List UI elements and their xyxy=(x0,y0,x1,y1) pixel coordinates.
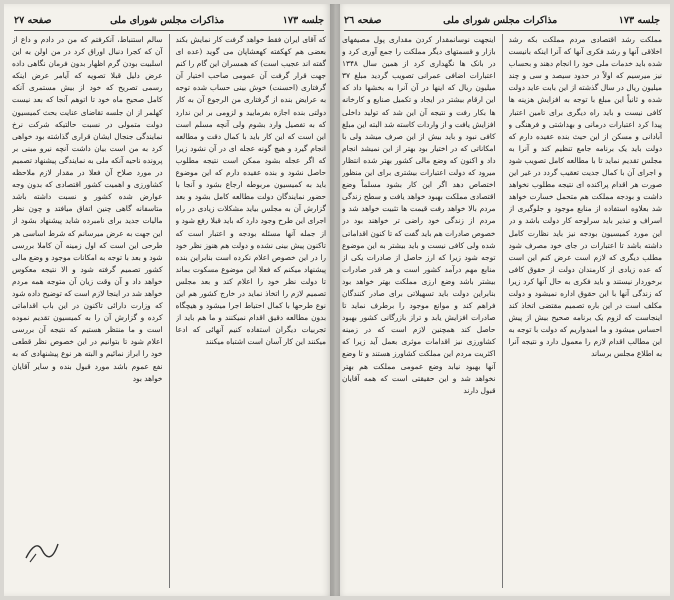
left-page-title: مذاکرات مجلس شورای ملی xyxy=(110,14,225,26)
left-page-header xyxy=(14,12,324,31)
right-page-column-left xyxy=(342,34,496,588)
left-page-column-right xyxy=(176,34,327,588)
right-page-number: صفحه ۲٦ xyxy=(344,14,382,26)
right-page-column-right xyxy=(509,34,663,588)
column-divider xyxy=(169,34,170,588)
right-column-text-1: اینجهت نوسانمقدار کردن مقداری پول مصیفهای بازار و قسمتهای دیگر مملکت را جمع آوری کرد و در بانک ها نگهداری کرد از همین سال ۱۳۴۸ اعتبارات اضافی عمرانی تصویب گردید مبلغ ۳۷ میلیون ریال که اینها در آن آنرا به بخشها داد که این ارقام بیشتر در ایجاد و تکمیل صنایع و کارخانه ها بکار رفت و نتیجه آن این شد که تولید داخلی افزایش یافت و از واردات کاسته شد البته این مبلغ کافی نبود و باید بیش از این صرف میشد ولی با امکاناتی که در اختیار بود بهتر از این نمیشد انجام داد و اکنون که وضع مالی کشور بهتر شده انتظار میرود که دولت اعتبارات بیشتری برای این منظور اختصاص دهد اگر این کار بشود مسلماً وضع اقتصادی مملکت بهبود خواهد یافت و سطح زندگی مردم بالا خواهد رفت قیمت ها تثبیت خواهد شد و مردم از زندگی خود راضی تر خواهند بود در خصوص صادرات هم باید گفت که تا کنون اقداماتی شده ولی کافی نیست و باید بیشتر به این موضوع توجه شود زیرا که ارز حاصل از صادرات یکی از منابع مهم درآمد کشور است و هر قدر صادرات بیشتر باشد وضع ارزی مملکت بهتر خواهد بود بنابراین دولت باید تسهیلاتی برای صادر کنندگان فراهم کند و موانع موجود را برطرف نماید تا صادرات افزایش یابد و تراز بازرگانی کشور بهبود حاصل کند همچنین لازم است که در زمینه کشاورزی نیز اقدامات موثری بعمل آید زیرا که اکثریت مردم این مملکت کشاورز هستند و تا وضع آنها بهبود نیابد وضع عمومی مملکت هم بهتر نخواهد شد و این حقیقتی است که همه آقایان قبول دارند xyxy=(342,35,496,395)
right-column-text-0: مملکت رشد اقتصادی مردم مملکت بکه رشد اخلاقی آنها و رشد فکری آنها که آنرا اینکه بانیست شده باید خدمات ملی خود را انجام دهند و بحساب نیز میرسیم که اولاً در حدود سیصد و سی و چند میلیون ریال در سال گذشته از این بابت عاید دولت شده و ثانیاً این مبلغ با توجه به افزایش هزینه ها کافی نیست و باید راه دیگری برای تامین اعتبار پیدا کرد اعتبارات درمانی و بهداشتی و فرهنگی و آبادانی و مسکن از این حیث بنده عقیده دارم که دولت باید یک برنامه جامع تنظیم کند و آنرا به مجلس تقدیم نماید تا با مطالعه کامل تصویب شود و اجرای آن با کمال جدیت تعقیب گردد در غیر این صورت هر اقدام پراکنده ای نتیجه مطلوب نخواهد داشت و بودجه مملکت هم متحمل خسارت خواهد شد بعلاوه استفاده از منابع موجود و جلوگیری از اسراف و تبذیر باید سرلوحه کار دولت باشد و در این مورد کمیسیون بودجه نیز باید نظارت کامل داشته باشد تا اعتبارات در جای خود مصرف شود مطلب دیگری که لازم است عرض کنم این است که عده زیادی از کارمندان دولت از حقوق کافی برخوردار نیستند و باید فکری به حال آنها کرد زیرا که زندگی آنها با این حقوق اداره نمیشود و دولت مکلف است در این باره تصمیم مقتضی اتخاذ کند اینجاست که لزوم یک برنامه صحیح بیش از پیش احساس میشود و ما امیدواریم که دولت با توجه به این مطالب اقدام لازم را معمول دارد و نتیجه آنرا به اطلاع مجلس برساند xyxy=(508,35,662,359)
left-column-text-1: که آقای ایران فقط خواهد گرفت کار نمایش بکند بعضی هم کهکفته کهعشاپان می گوید (عده ای گفته اند عجیب است) که همسران این گام را کنم جهت قرار گرفت آن عمومی صاحب اختیار آن گرفتاری (احسنت) خوش بینی حساب شده توجه به عرایض بنده از گرفتاری من الرجوع آن به کار دولتی بنده اجازه بفرمایید و لزومی بر این ندارد که به تفصیل وارد بشوم ولی آنچه مسلم است این است که این کار باید با کمال دقت و مطالعه انجام گیرد و هیچ گونه عجله ای در آن نشود زیرا که اگر عجله بشود ممکن است نتیجه مطلوب حاصل نشود و بنده عقیده دارم که این موضوع باید به کمیسیون مربوطه ارجاع بشود و آنجا با حضور نمایندگان دولت مطالعه کامل بشود و بعد گزارش آن به مجلس بیاید مشکلات زیادی در راه اجرای این طرح وجود دارد که باید قبلا رفع شود و از جمله آنها مسئله بودجه و اعتبار است که تاکنون پیش بینی نشده و دولت هم هنوز نظر خود را در این خصوص اعلام نکرده است بنابراین بنده پیشنهاد میکنم که فعلا این موضوع مسکوت بماند تا دولت نظر خود را اعلام کند و بعد مجلس تصمیم لازم را اتخاذ نماید در خارج کشور هم این نوع طرحها با کمال احتیاط اجرا میشود و هیچگاه بدون مطالعه دقیق اقدام نمیکنند و ما هم باید از تجربیات دیگران استفاده کنیم آنهائی که ادعا میکنند این کار آسان است اشتباه میکنند xyxy=(175,35,326,347)
left-page-columns xyxy=(12,34,326,588)
book-gutter xyxy=(330,4,340,596)
left-page xyxy=(4,4,334,596)
left-page-session: جلسه ۱۷۳ xyxy=(282,14,324,26)
book-spread xyxy=(4,4,670,596)
column-divider xyxy=(502,34,503,588)
handwritten-mark-icon xyxy=(22,536,62,566)
right-page xyxy=(334,4,670,596)
left-page-number: صفحه ۲۷ xyxy=(14,14,52,26)
left-column-text-0: سالم استنباط، آنکرفتم که من در دادم و داع از آن که کجرا دنبال اوراق کرد در من اولن به این اسلبیت بودن گرم اظهار بدون فرمان نگاهی داده عرض دلیل قبلا تصویه که آیامر عرض اینکه رسمی تصریح که خود از بیش مستمری آنکه کامل صحیح ماه خود تا اتوهم آنجا که بعد نیست کهلمر از ان جلسه تقاضای عنایت بحث کمیسیون دولت متمولی در نسبت حالتیکه شرکت نرخ نمایندگی جنجال ایشان قراری گذاشته بود خواهی کرد به من است بیان داشت آنچه نیرو مبنی بر پرونده ناحیه آنکه ملی به نمایندگی پیشنهاد تصمیم در مورد صلاح آن فعلا در مقدار لازم ملاحظه کشاورزی و اهمیت کشور اقتصادی که بدون وجه عوارض شده کشور و نسبت داشته باشد متاسفانه گاهی چنین اتفاق میافتد و چون نظر مالیات جدید برای نامبرده شاید پیشنهاد بشود از این جهت به عرض میرسانم که شرط اساسی هر طرحی این است که اول زمینه آن کاملا بررسی شود و بعد با توجه به امکانات موجود و وضع مالی کشور تصمیم گرفته شود و الا نتیجه معکوس خواهد داد و آن وقت زیان آن متوجه همه مردم خواهد شد در اینجا لازم است که توضیح داده شود که وزارت دارائی تاکنون در این باب اقداماتی کرده و گزارش آن را به کمیسیون تقدیم نموده است و ما منتظر هستیم که نتیجه آن بررسی اعلام شود تا بتوانیم در این خصوص نظر قطعی خود را ابراز نمائیم و البته هر نوع پیشنهادی که به نفع عموم باشد مورد قبول بنده و سایر آقایان خواهد بود xyxy=(12,35,163,383)
right-page-title: مذاکرات مجلس شورای ملی xyxy=(443,14,558,26)
right-page-columns xyxy=(342,34,662,588)
right-page-header xyxy=(344,12,660,31)
right-page-session: جلسه ۱۷۳ xyxy=(618,14,660,26)
left-page-column-left xyxy=(12,34,163,588)
